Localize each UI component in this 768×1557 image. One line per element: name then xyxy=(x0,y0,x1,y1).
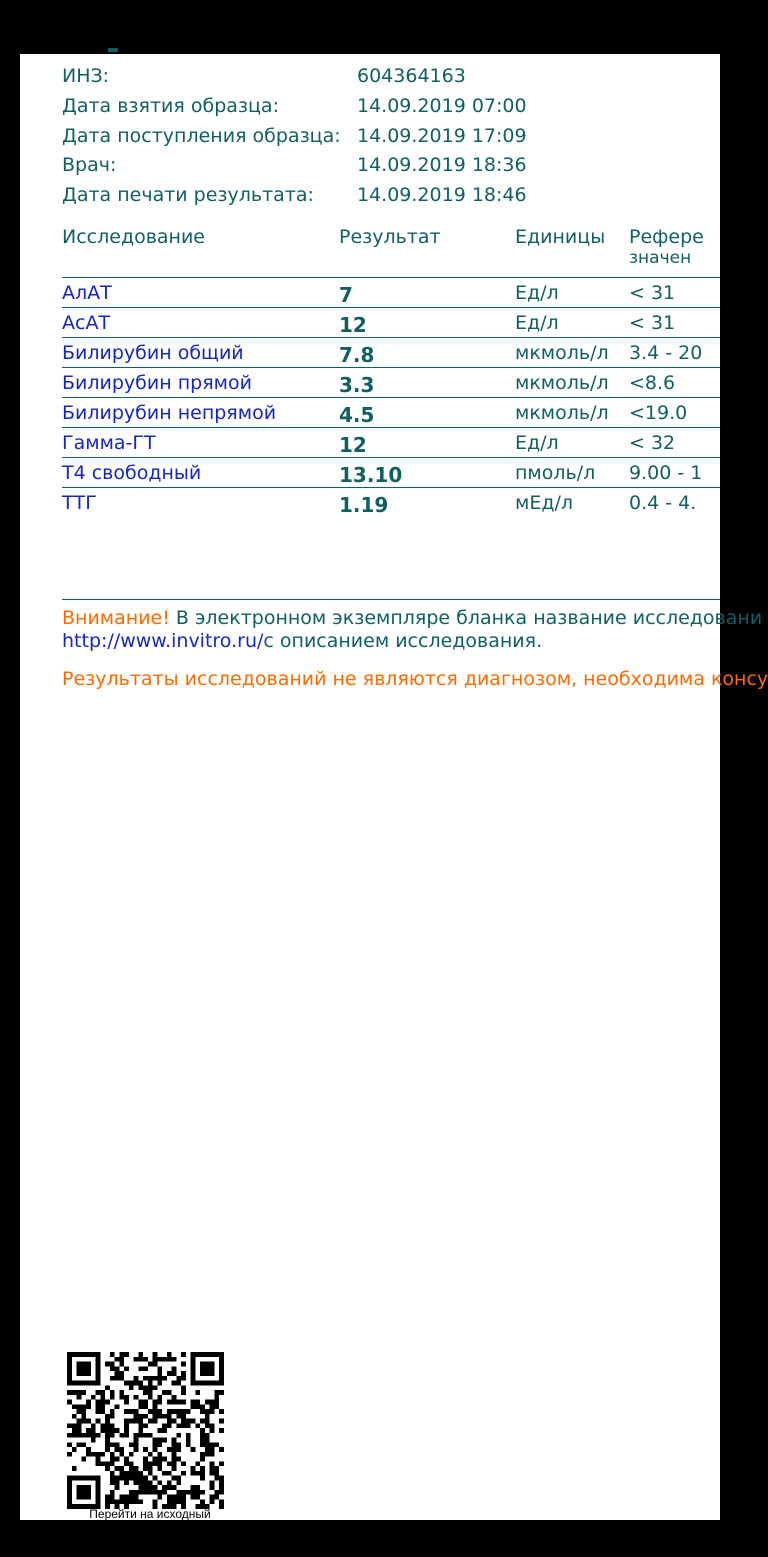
table-row[interactable] xyxy=(62,277,720,307)
section-divider xyxy=(62,599,720,600)
left-black-bar xyxy=(0,0,20,1520)
test-unit: пмоль/л xyxy=(515,462,596,484)
link-description: с описанием исследования. xyxy=(263,630,543,652)
test-name-link[interactable]: Билирубин непрямой xyxy=(62,402,277,424)
table-row[interactable] xyxy=(62,487,720,517)
info-value: 604364163 xyxy=(357,65,466,87)
attention-text: В электронном экземпляре бланка название исследовани xyxy=(169,607,763,629)
test-result: 7 xyxy=(339,283,353,307)
lab-result-document[interactable] xyxy=(20,54,768,1555)
test-reference: < 32 xyxy=(629,432,676,454)
test-name-link[interactable]: АлАТ xyxy=(62,282,112,304)
qr-caption xyxy=(50,1506,250,1557)
info-value: 14.09.2019 18:36 xyxy=(357,154,527,176)
attention-label: Внимание! xyxy=(62,607,170,629)
info-label: Дата печати результата: xyxy=(62,184,314,206)
qr-caption-line: лабораторного тестирования xyxy=(68,1541,232,1555)
test-unit: мкмоль/л xyxy=(515,342,609,364)
column-header-reference: Рефере xyxy=(629,226,704,248)
test-result: 12 xyxy=(339,433,367,457)
test-result: 4.5 xyxy=(339,403,375,427)
table-row[interactable] xyxy=(62,367,720,397)
info-label: ИНЗ: xyxy=(62,65,110,87)
test-reference: <19.0 xyxy=(629,402,688,424)
table-row[interactable] xyxy=(62,427,720,457)
test-reference: 0.4 - 4. xyxy=(629,492,697,514)
test-name-link[interactable]: ТТГ xyxy=(62,492,97,514)
test-name-link[interactable]: Гамма-ГТ xyxy=(62,432,156,454)
signature-title: Заведующий клини xyxy=(578,1523,713,1540)
invitro-link[interactable]: http://www.invitro.ru/ xyxy=(62,630,264,652)
test-result: 7.8 xyxy=(339,343,375,367)
test-name-link[interactable]: Билирубин общий xyxy=(62,342,244,364)
test-unit: Ед/л xyxy=(515,432,559,454)
qr-caption-line: Перейти на исходный xyxy=(89,1507,211,1521)
qr-caption-line: документ результатов xyxy=(89,1524,211,1538)
info-value: 14.09.2019 07:00 xyxy=(357,95,527,117)
info-row-print-date xyxy=(62,181,702,209)
test-unit: Ед/л xyxy=(515,312,559,334)
info-label: Дата поступления образца: xyxy=(62,125,341,147)
table-row[interactable] xyxy=(62,337,720,367)
test-unit: мкмоль/л xyxy=(515,372,609,394)
table-row[interactable] xyxy=(62,457,720,487)
disclaimer: Результаты исследований не являются диагнозом, необходима консу xyxy=(62,668,768,690)
info-row-inz xyxy=(62,62,702,90)
column-header-result: Результат xyxy=(339,226,441,248)
top-black-bar xyxy=(0,0,720,54)
info-row-arrival-date xyxy=(62,122,702,150)
info-value: 14.09.2019 18:46 xyxy=(357,184,527,206)
table-row[interactable] xyxy=(62,307,720,337)
attention-notice-line2 xyxy=(62,627,542,655)
test-unit: мкмоль/л xyxy=(515,402,609,424)
info-row-doctor xyxy=(62,151,702,179)
test-unit: мЕд/л xyxy=(515,492,574,514)
test-reference: <8.6 xyxy=(629,372,676,394)
test-result: 13.10 xyxy=(339,463,403,487)
test-reference: 9.00 - 1 xyxy=(629,462,703,484)
qr-code-icon[interactable] xyxy=(67,1352,224,1509)
test-result: 1.19 xyxy=(339,493,389,517)
column-header-reference-line2: значен xyxy=(629,248,692,268)
test-reference: < 31 xyxy=(629,282,676,304)
test-name-link[interactable]: Т4 свободный xyxy=(62,462,202,484)
info-label: Врач: xyxy=(62,154,117,176)
test-reference: 3.4 - 20 xyxy=(629,342,703,364)
clipped-text-fragment xyxy=(108,48,118,52)
test-reference: < 31 xyxy=(629,312,676,334)
test-name-link[interactable]: Билирубин прямой xyxy=(62,372,252,394)
table-row[interactable] xyxy=(62,397,720,427)
test-name-link[interactable]: АсАТ xyxy=(62,312,111,334)
column-header-test: Исследование xyxy=(62,226,206,248)
test-result: 3.3 xyxy=(339,373,375,397)
info-label: Дата взятия образца: xyxy=(62,95,279,117)
test-result: 12 xyxy=(339,313,367,337)
column-header-units: Единицы xyxy=(515,226,606,248)
info-value: 14.09.2019 17:09 xyxy=(357,125,527,147)
test-unit: Ед/л xyxy=(515,282,559,304)
info-row-sample-date xyxy=(62,92,702,120)
